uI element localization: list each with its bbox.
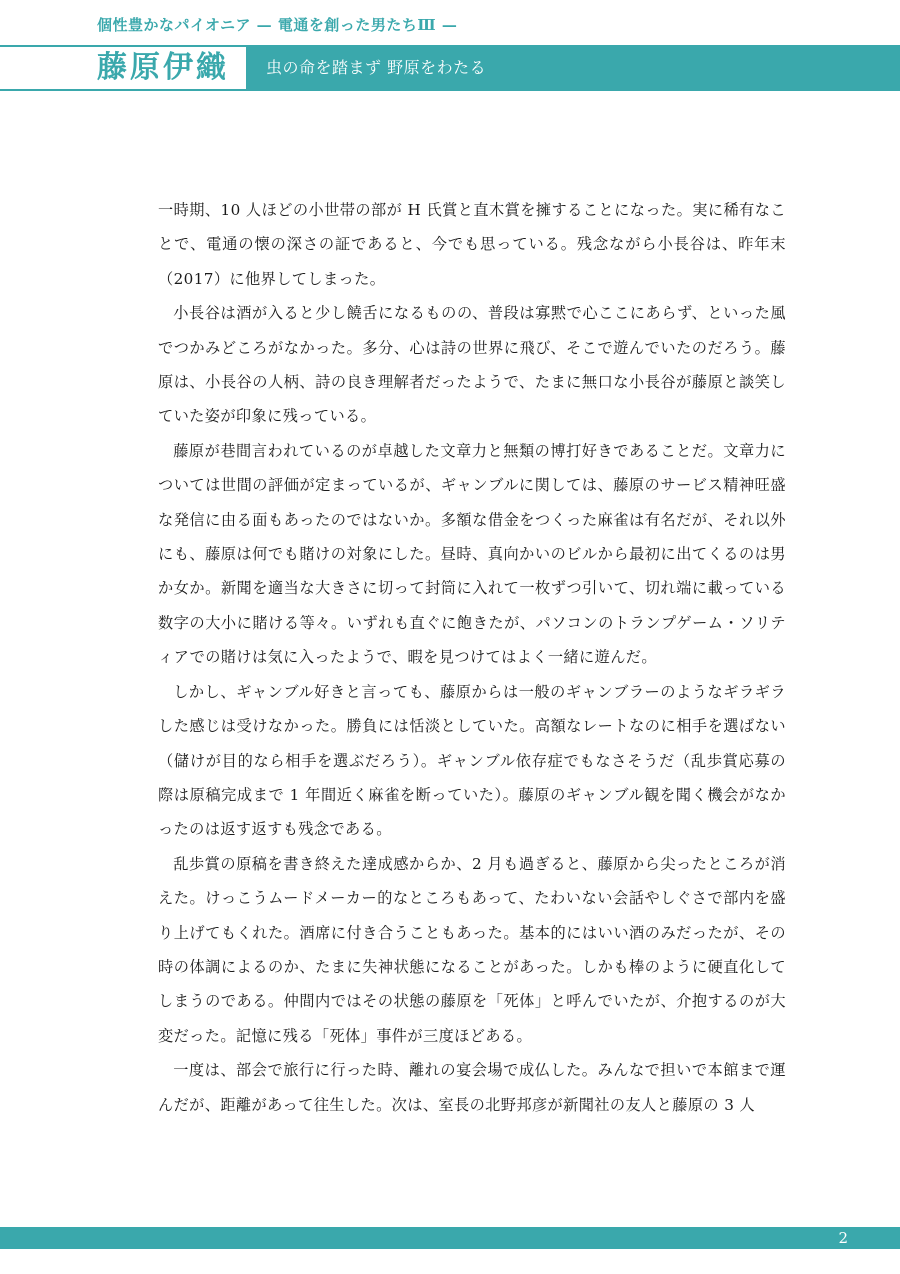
header-rule-top [0,45,246,47]
chapter-subtitle: 虫の命を踏まず 野原をわたる [266,58,487,77]
paragraph: 藤原が巷間言われているのが卓越した文章力と無類の博打好きであることだ。文章力については世間の評価が定まっているが、ギャンブルに関しては、藤原のサービス精神旺盛な発信に由る面もあったのではないか。多額な借金をつくった麻雀は有名だが、それ以外にも、藤原は何でも賭けの対象にした。昼時、真向かいのビルから最初に出てくるのは男か女か。新聞を適当な大きさに切って封筒に入れて一枚ずつ引いて、切れ端に載っている数字の大小に賭ける等々。いずれも直ぐに飽きたが、パソコンのトランプゲーム・ソリティアでの賭けは気に入ったようで、暇を見つけてはよく一緒に遊んだ。 [158,441,786,667]
paragraph: 小長谷は酒が入ると少し饒舌になるものの、普段は寡黙で心ここにあらず、といった風でつかみどころがなかった。多分、心は詩の世界に飛び、そこで遊んでいたのだろう。藤原は、小長谷の人柄、詩の良き理解者だったようで、たまに無口な小長谷が藤原と談笑していた姿が印象に残っている。 [158,304,786,426]
series-title: 個性豊かなパイオニア — 電通を創った男たちⅢ — [97,16,458,34]
header-band [246,45,900,91]
page-number: 2 [838,1229,848,1247]
paragraph: 乱歩賞の原稿を書き終えた達成感からか、2 月も過ぎると、藤原から尖ったところが消えた。けっこうムードメーカー的なところもあって、たわいない会話やしぐさで部内を盛り上げてもくれた。酒席に付き合うこともあった。基本的にはいい酒のみだったが、その時の体調によるのか、たまに失神状態になることがあった。しかも棒のように硬直化してしまうのである。仲間内ではその状態の藤原を「死体」と呼んでいたが、介抱するのが大変だった。記憶に残る「死体」事件が三度ほどある。 [158,854,786,1045]
paragraph: 一時期、10 人ほどの小世帯の部が H 氏賞と直木賞を擁することになった。実に稀有なことで、電通の懐の深さの証であると、今でも思っている。残念ながら小長谷は、昨年末（2017）に他界してしまった。 [158,201,786,288]
author-name: 藤原伊織 [97,50,229,85]
footer-band [0,1227,900,1249]
header-rule-bottom [0,89,246,91]
body-text [158,193,786,1122]
paragraph: しかし、ギャンブル好きと言っても、藤原からは一般のギャンブラーのようなギラギラした感じは受けなかった。勝負には恬淡としていた。高額なレートなのに相手を選ばない（儲けが目的なら相手を選ぶだろう）。ギャンブル依存症でもなさそうだ（乱歩賞応募の際は原稿完成まで 1 年間近く麻雀を断っていた）。藤原のギャンブル観を聞く機会がなかったのは返す返すも残念である。 [158,682,786,839]
paragraph: 一度は、部会で旅行に行った時、離れの宴会場で成仏した。みんなで担いで本館まで運んだが、距離があって往生した。次は、室長の北野邦彦が新聞社の友人と藤原の 3 人 [158,1061,786,1114]
